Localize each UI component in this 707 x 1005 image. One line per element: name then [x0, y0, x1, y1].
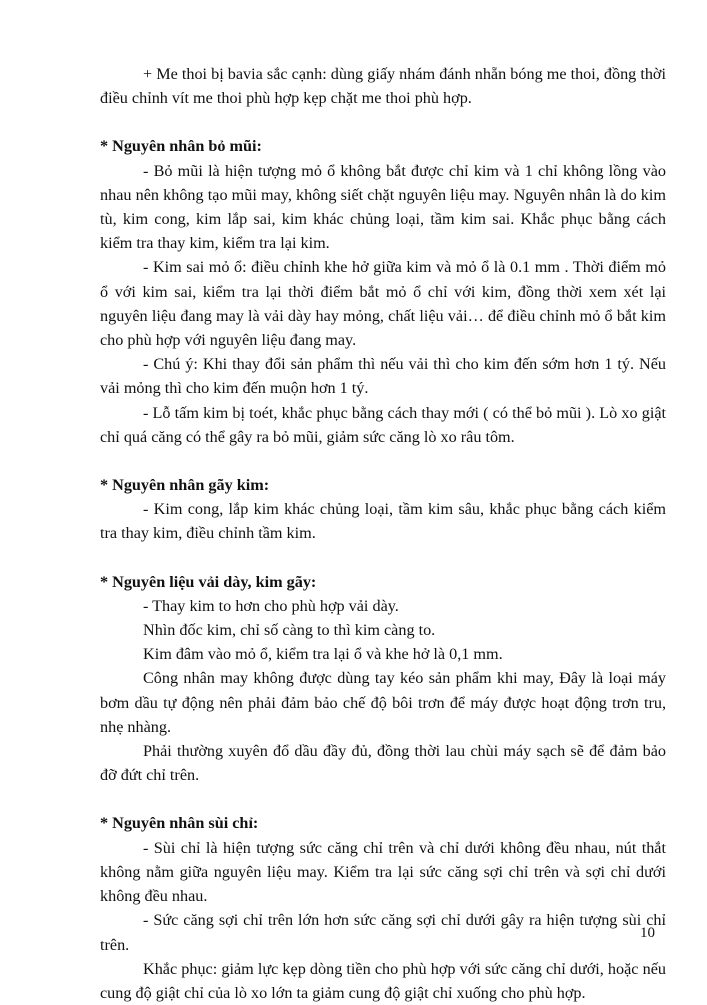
line: - Thay kim to hơn cho phù hợp vải dày.	[143, 596, 399, 615]
paragraph: - Chú ý: Khi thay đổi sản phẩm thì nếu vải thì cho kim đến sớm hơn 1 tý. Nếu vải mỏng thì cho kim đến muộn hơn 1 tý.	[100, 355, 666, 398]
paragraph: Phải thường xuyên đổ dầu đầy đủ, đồng thời lau chùi máy sạch sẽ để đảm bảo đỡ đứt chỉ trên.	[100, 742, 666, 785]
section-heading: * Nguyên nhân sùi chỉ:	[100, 814, 259, 833]
spacer	[100, 787, 666, 811]
spacer	[100, 546, 666, 570]
line: Nhìn đốc kim, chỉ số càng to thì kim càng to.	[143, 621, 436, 640]
paragraph: - Bỏ mũi là hiện tượng mỏ ổ không bắt được chỉ kim và 1 chỉ không lồng vào nhau nên không tạo mũi may, không siết chặt nguyên liệu may. Nguyên nhân là do kim tù, kim cong, kim lắp sai, kim khác chủng loại, tầm kim sai. Khắc phục bằng cách kiểm tra thay kim, kiểm tra lại kim.	[100, 161, 666, 253]
spacer	[100, 110, 666, 134]
paragraph: - Lỗ tấm kim bị toét, khắc phục bằng cách thay mới ( có thể bỏ mũi ). Lò xo giật chỉ quá căng có thể gây ra bỏ mũi, giảm sức căng lò xo râu tôm.	[100, 403, 666, 446]
paragraph: Khắc phục: giảm lực kẹp dòng tiền cho phù hợp với sức căng chỉ dưới, hoặc nếu cung độ giật chỉ của lò xo lớn ta giảm cung độ giật chỉ xuống cho phù hợp.	[100, 959, 666, 1002]
spacer	[100, 449, 666, 473]
paragraph: - Kim sai mỏ ổ: điều chỉnh khe hở giữa kim và mỏ ổ là 0.1 mm . Thời điểm mỏ ổ với kim sai, kiểm tra lại thời điểm bắt mỏ ổ chỉ với kim, đồng thời xem xét lại nguyên liệu đang may là vải dày hay mỏng, chất liệu vải… để điều chỉnh mỏ ổ bắt kim cho phù hợp với nguyên liệu đang may.	[100, 258, 666, 350]
page-number: 10	[640, 925, 655, 941]
section-thick-fabric	[100, 570, 666, 788]
paragraph: - Kim cong, lắp kim khác chủng loại, tầm kim sâu, khắc phục bằng cách kiểm tra thay kim, điều chỉnh tầm kim.	[100, 500, 666, 543]
line: Kim đâm vào mỏ ổ, kiểm tra lại ổ và khe hở là 0,1 mm.	[143, 645, 503, 664]
section-heading: * Nguyên nhân bỏ mũi:	[100, 137, 262, 156]
paragraph: - Sùi chỉ là hiện tượng sức căng chỉ trên và chỉ dưới không đều nhau, nút thắt không nằm giữa nguyên liệu may. Kiểm tra lại sức căng sợi chỉ trên và sợi chỉ dưới không đều nhau.	[100, 838, 666, 906]
paragraph: - Sức căng sợi chỉ trên lớn hơn sức căng sợi chỉ dưới gây ra hiện tượng sùi chỉ trên.	[100, 911, 666, 954]
section-heading: * Nguyên liệu vải dày, kim gãy:	[100, 572, 317, 591]
intro-paragraph: + Me thoi bị bavia sắc cạnh: dùng giấy nhám đánh nhẵn bóng me thoi, đồng thời điều chỉnh vít me thoi phù hợp kẹp chặt me thoi phù hợp.	[100, 65, 666, 108]
section-skipped-stitch	[100, 134, 666, 449]
paragraph: Công nhân may không được dùng tay kéo sản phẩm khi may, Đây là loại máy bơm dầu tự động nên phải đảm bảo chế độ bôi trơn để máy được hoạt động trơn tru, nhẹ nhàng.	[100, 669, 666, 736]
section-thread-looping	[100, 811, 666, 1005]
section-broken-needle	[100, 473, 666, 546]
section-heading: * Nguyên nhân gãy kim:	[100, 476, 270, 495]
document-page	[100, 62, 666, 1005]
